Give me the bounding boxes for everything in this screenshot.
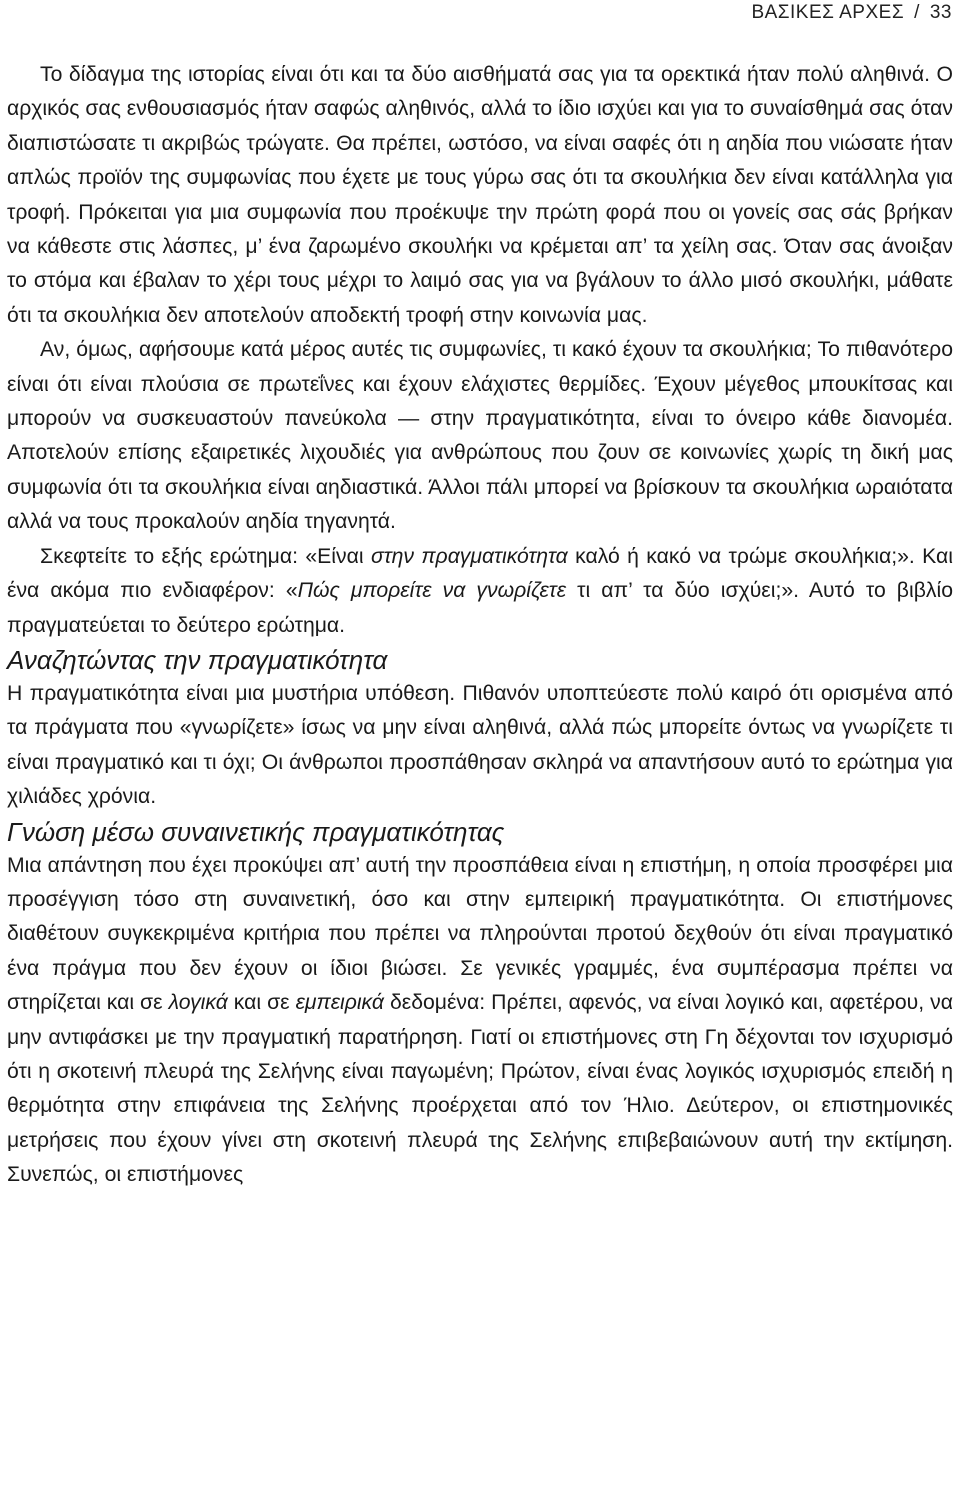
- paragraph-3: [7, 540, 953, 643]
- paragraph-5-emphasis-b: εμπειρικά: [295, 991, 384, 1015]
- paragraph-3-emphasis-a: στην πραγματικότητα: [370, 544, 568, 568]
- running-header: [751, 2, 952, 24]
- paragraph-5-text-b: και σε: [227, 991, 296, 1015]
- paragraph-3-emphasis-b: Πώς μπορείτε να γνωρίζετε: [297, 579, 567, 603]
- section-heading-reality: Αναζητώντας την πραγματικότητα: [7, 644, 388, 675]
- paragraph-5-text-a: Μια απάντηση που έχει προκύψει απ’ αυτή την προσπάθεια είναι η επιστήμη, η οποία προσφέρει μια προσέγγιση τόσο στη συναινετική, όσο και στην εμπειρική πραγματικότητα. Οι επιστήμονες διαθέτουν συγκεκριμένα κριτήρια που πρέπει να πληρούνται προτού δεχθούν ότι είναι πραγματικό ένα πράγμα που δεν έχουν οι ίδιοι βιώσει. Σε γενικές γραμμές, ένα συμπέρασμα πρέπει να στηρίζεται και σε: [7, 853, 953, 1015]
- paragraph-5-emphasis-a: λογικά: [168, 991, 228, 1015]
- paragraph-3-text-a: Σκεφτείτε το εξής ερώτημα: «Είναι: [40, 544, 371, 568]
- chapter-title: ΒΑΣΙΚΕΣ ΑΡΧΕΣ: [751, 2, 905, 23]
- paragraph-1: Το δίδαγμα της ιστορίας είναι ότι και τα δύο αισθήματά σας για τα ορεκτικά ήταν πολύ αληθινά. Ο αρχικός σας ενθουσιασμός ήταν σαφώς αληθινός, αλλά το ίδιο ισχύει και για το συναίσθημά σας όταν διαπιστώσατε τι ακριβώς τρώγατε. Θα πρέπει, ωστόσο, να είναι σαφές ότι η αηδία που νιώσατε ήταν απλώς προϊόν της συμφωνίας που έχετε με τους γύρω σας ότι τα σκουλήκια δεν είναι κατάλληλα για τροφή. Πρόκειται για μια συμφωνία που προέκυψε την πρώτη φορά που οι γονείς σας σάς βρήκαν να κάθεστε στις λάσπες, μ’ ένα ζαρωμένο σκουλήκι να κρέμεται απ’ τα χείλη σας. Όταν σας άνοιξαν το στόμα και έβαλαν το χέρι τους μέχρι το λαιμό σας για να βγάλουν το άλλο μισό σκουλήκι, μάθατε ότι τα σκουλήκια δεν αποτελούν αποδεκτή τροφή στην κοινωνία μας.: [7, 63, 953, 327]
- paragraph-4: Η πραγματικότητα είναι μια μυστήρια υπόθεση. Πιθανόν υποπτεύεστε πολύ καιρό ότι ορισμένα από τα πράγματα που «γνωρίζετε» ίσως να μην είναι αληθινά, αλλά πώς μπορείτε όντως να γνωρίζετε τι είναι πραγματικό και τι όχι; Οι άνθρωποι προσπάθησαν σκληρά να απαντήσουν αυτό το ερώτημα για χιλιάδες χρόνια.: [7, 681, 953, 809]
- paragraph-3-text-c: τι απ’ τα δύο ισχύει;». Αυτό το βιβλίο πραγματεύεται το δεύτερο ερώτημα.: [7, 579, 953, 637]
- paragraph-2: Αν, όμως, αφήσουμε κατά μέρος αυτές τις συμφωνίες, τι κακό έχουν τα σκουλήκια; Το πιθανότερο είναι ότι είναι πλούσια σε πρωτεΐνες και έχουν ελάχιστες θερμίδες. Έχουν μέγεθος μπουκίτσας και μπορούν να συσκευαστούν πανεύκολα — στην πραγματικότητα, είναι το όνειρο κάθε διανομέα. Αποτελούν επίσης εξαιρετικές λιχουδιές για ανθρώπους που ζουν σε κοινωνίες χωρίς τη δική μας συμφωνία ότι τα σκουλήκια είναι αηδιαστικά. Άλλοι πάλι μπορεί να βρίσκουν τα σκουλήκια ωραιότατα αλλά να τους προκαλούν αηδία τηγανητά.: [7, 338, 953, 534]
- page-body: [7, 58, 953, 1193]
- header-separator: /: [914, 2, 920, 23]
- paragraph-3-text-b: καλό ή κακό να τρώμε σκουλήκια;». Και ένα ακόμα πιο ενδιαφέρον: «: [7, 544, 953, 603]
- paragraph-5-text-c: δεδομένα: Πρέπει, αφενός, να είναι λογικό και, αφετέρου, να μην αντιφάσκει με την πραγματική παρατήρηση. Γιατί οι επιστήμονες στη Γη δέχονται τον ισχυρισμό ότι η σκοτεινή πλευρά της Σελήνης είναι παγωμένη; Πρώτον, είναι ένας λογικός ισχυρισμός επειδή η θερμότητα στην επιφάνεια της Σελήνης προέρχεται από τον Ήλιο. Δεύτερον, οι επιστημονικές μετρήσεις που έχουν γίνει στη σκοτεινή πλευρά της Σελήνης επιβεβαιώνουν αυτή την εκτίμηση. Συνεπώς, οι επιστήμονες: [7, 991, 953, 1187]
- section-heading-consensus: Γνώση μέσω συναινετικής πραγματικότητας: [7, 816, 505, 847]
- paragraph-5: [7, 849, 953, 1193]
- page-number: 33: [929, 2, 952, 23]
